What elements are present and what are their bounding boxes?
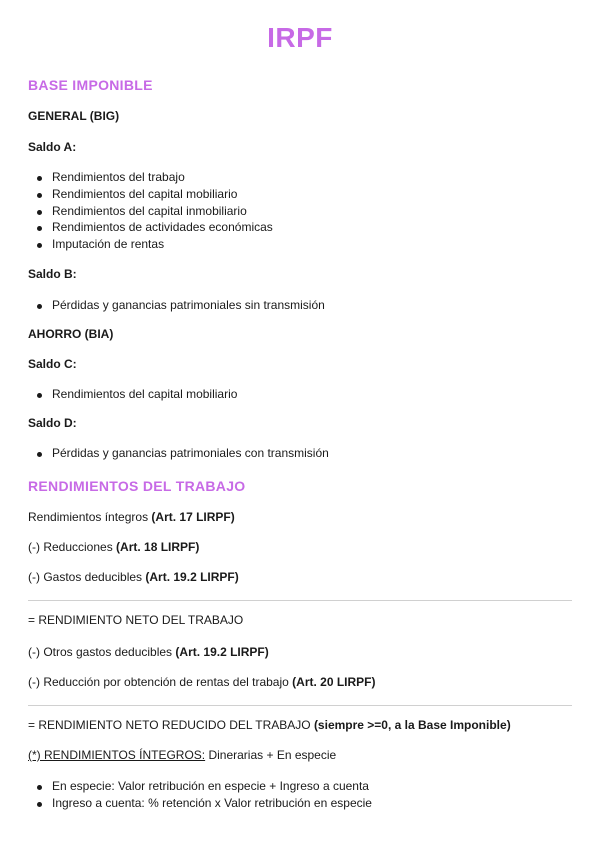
list-item: Rendimientos del trabajo: [28, 169, 273, 186]
divider: [28, 705, 572, 706]
line-rendimiento-neto: = RENDIMIENTO NETO DEL TRABAJO: [28, 613, 244, 627]
line-rendimiento-neto-reducido: [28, 718, 511, 732]
saldo-d-label: Saldo D:: [28, 416, 77, 430]
line-text: (-) Otros gastos deducibles: [28, 645, 176, 659]
section-heading-rendimientos-trabajo: RENDIMIENTOS DEL TRABAJO: [28, 478, 246, 494]
subheading-ahorro: AHORRO (BIA): [28, 327, 114, 341]
definition-label: (*) RENDIMIENTOS ÍNTEGROS:: [28, 748, 206, 762]
definition-text: Dinerarias + En especie: [205, 748, 337, 762]
list-item: Pérdidas y ganancias patrimoniales con transmisión: [28, 445, 329, 462]
line-gastos-deducibles: [28, 570, 239, 584]
list-item: Ingreso a cuenta: % retención x Valor retribución en especie: [28, 795, 372, 812]
article-reference: (Art. 19.2 LIRPF): [175, 645, 269, 659]
list-item: Rendimientos del capital mobiliario: [28, 386, 237, 403]
list-item: En especie: Valor retribución en especie + Ingreso a cuenta: [28, 778, 372, 795]
line-otros-gastos: [28, 645, 269, 659]
list-item: Rendimientos del capital inmobiliario: [28, 203, 273, 220]
line-text: (-) Reducción por obtención de rentas del trabajo: [28, 675, 293, 689]
saldo-c-list: [28, 386, 237, 403]
line-rendimientos-integros-def: [28, 748, 336, 762]
line-text: = RENDIMIENTO NETO REDUCIDO DEL TRABAJO: [28, 718, 314, 732]
article-reference: (Art. 18 LIRPF): [116, 540, 200, 554]
integros-list: [28, 778, 372, 812]
line-reducciones: [28, 540, 199, 554]
subheading-general: GENERAL (BIG): [28, 109, 120, 123]
line-reduccion-rentas: [28, 675, 376, 689]
article-reference: (Art. 19.2 LIRPF): [145, 570, 239, 584]
line-text: (-) Gastos deducibles: [28, 570, 146, 584]
article-reference: (Art. 17 LIRPF): [151, 510, 235, 524]
saldo-a-label: Saldo A:: [28, 140, 77, 154]
saldo-d-list: [28, 445, 329, 462]
line-text: Rendimientos íntegros: [28, 510, 152, 524]
note: (siempre >=0, a la Base Imponible): [313, 718, 511, 732]
list-item: Imputación de rentas: [28, 236, 273, 253]
list-item: Rendimientos del capital mobiliario: [28, 186, 273, 203]
list-item: Rendimientos de actividades económicas: [28, 219, 273, 236]
section-heading-base-imponible: BASE IMPONIBLE: [28, 77, 153, 93]
line-rendimientos-integros: [28, 510, 235, 524]
article-reference: (Art. 20 LIRPF): [292, 675, 376, 689]
list-item: Pérdidas y ganancias patrimoniales sin transmisión: [28, 297, 325, 314]
saldo-b-list: [28, 297, 325, 314]
saldo-c-label: Saldo C:: [28, 357, 77, 371]
page-title: IRPF: [267, 22, 333, 53]
saldo-b-label: Saldo B:: [28, 267, 77, 281]
divider: [28, 600, 572, 601]
line-text: (-) Reducciones: [28, 540, 117, 554]
saldo-a-list: [28, 169, 273, 253]
